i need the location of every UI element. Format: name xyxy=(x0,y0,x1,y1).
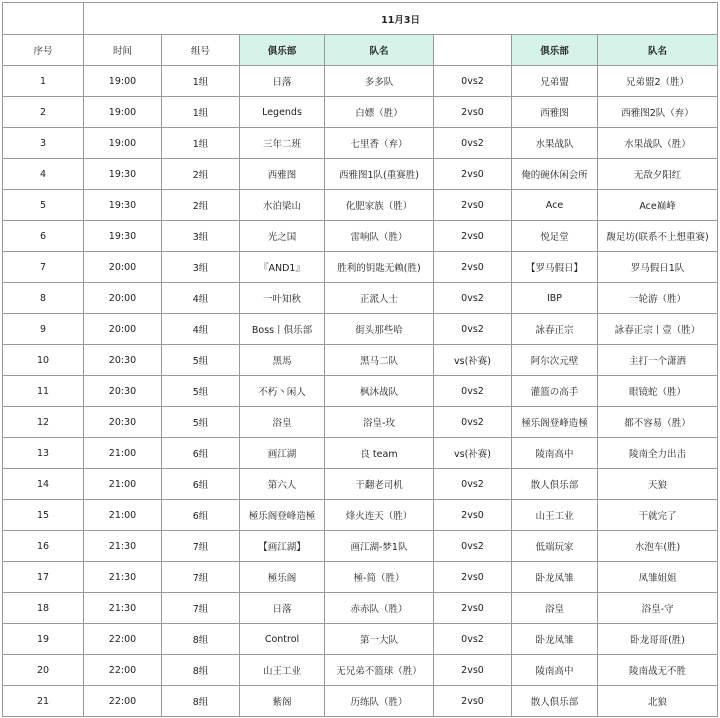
header-score xyxy=(434,35,512,66)
cell-score: vs(补赛) xyxy=(434,438,512,469)
cell-team-away: 一轮游（胜） xyxy=(598,283,718,314)
cell-index: 14 xyxy=(3,469,84,500)
cell-group: 1组 xyxy=(162,97,240,128)
schedule-table xyxy=(2,2,718,717)
cell-index: 19 xyxy=(3,624,84,655)
cell-team-away: 干就完了 xyxy=(598,500,718,531)
cell-score: 2vs0 xyxy=(434,97,512,128)
cell-team-home: 枫沐战队 xyxy=(325,376,434,407)
cell-club-home: 一叶知秋 xyxy=(240,283,325,314)
cell-club-home: 画江湖 xyxy=(240,438,325,469)
cell-team-home: 極-简（胜） xyxy=(325,562,434,593)
cell-club-away: 卧龙凤雏 xyxy=(512,624,598,655)
cell-score: 0vs2 xyxy=(434,531,512,562)
cell-club-away: 山王工业 xyxy=(512,500,598,531)
cell-time: 19:00 xyxy=(84,128,162,159)
cell-club-away: 兄弟盟 xyxy=(512,66,598,97)
cell-group: 8组 xyxy=(162,655,240,686)
cell-index: 5 xyxy=(3,190,84,221)
title-row xyxy=(3,3,718,35)
cell-group: 4组 xyxy=(162,283,240,314)
cell-club-home: 水泊梁山 xyxy=(240,190,325,221)
cell-time: 22:00 xyxy=(84,686,162,717)
cell-index: 15 xyxy=(3,500,84,531)
cell-club-away: 散人俱乐部 xyxy=(512,469,598,500)
cell-index: 16 xyxy=(3,531,84,562)
corner-cell xyxy=(3,3,84,35)
cell-time: 21:00 xyxy=(84,438,162,469)
cell-club-away: IBP xyxy=(512,283,598,314)
cell-team-away: 都不容易（胜） xyxy=(598,407,718,438)
table-row xyxy=(3,655,718,686)
cell-score: 0vs2 xyxy=(434,66,512,97)
table-row xyxy=(3,252,718,283)
table-row xyxy=(3,283,718,314)
cell-group: 2组 xyxy=(162,159,240,190)
cell-team-home: 七里香（弃） xyxy=(325,128,434,159)
table-row xyxy=(3,190,718,221)
cell-time: 21:00 xyxy=(84,469,162,500)
cell-club-away: 【罗马假日】 xyxy=(512,252,598,283)
cell-team-home: 雷响队（胜） xyxy=(325,221,434,252)
cell-team-away: 卧龙哥哥(胜) xyxy=(598,624,718,655)
cell-index: 20 xyxy=(3,655,84,686)
cell-club-away: 陵南高中 xyxy=(512,438,598,469)
cell-club-away: 卧龙凤雏 xyxy=(512,562,598,593)
cell-time: 20:00 xyxy=(84,314,162,345)
table-row xyxy=(3,376,718,407)
header-club-away: 俱乐部 xyxy=(512,35,598,66)
cell-score: 0vs2 xyxy=(434,469,512,500)
cell-time: 19:00 xyxy=(84,97,162,128)
cell-team-home: 正派人士 xyxy=(325,283,434,314)
cell-group: 5组 xyxy=(162,407,240,438)
cell-team-away: 主打一个潇洒 xyxy=(598,345,718,376)
cell-club-away: 浴皇 xyxy=(512,593,598,624)
table-row xyxy=(3,66,718,97)
table-row xyxy=(3,469,718,500)
cell-score: 2vs0 xyxy=(434,686,512,717)
cell-team-home: 烽火连天（胜） xyxy=(325,500,434,531)
cell-group: 3组 xyxy=(162,252,240,283)
cell-club-home: 不朽丶闲人 xyxy=(240,376,325,407)
cell-group: 4组 xyxy=(162,314,240,345)
cell-team-away: 凤雏姐姐 xyxy=(598,562,718,593)
cell-time: 22:00 xyxy=(84,655,162,686)
cell-time: 20:30 xyxy=(84,376,162,407)
cell-club-home: 日落 xyxy=(240,593,325,624)
header-group: 组号 xyxy=(162,35,240,66)
cell-club-away: 低端玩家 xyxy=(512,531,598,562)
cell-club-away: 水果战队 xyxy=(512,128,598,159)
cell-time: 19:30 xyxy=(84,159,162,190)
cell-index: 21 xyxy=(3,686,84,717)
cell-club-away: 極乐阁登峰造極 xyxy=(512,407,598,438)
cell-score: 2vs0 xyxy=(434,252,512,283)
cell-group: 6组 xyxy=(162,469,240,500)
cell-time: 21:00 xyxy=(84,500,162,531)
cell-team-away: 水果战队（胜） xyxy=(598,128,718,159)
cell-group: 7组 xyxy=(162,531,240,562)
cell-index: 17 xyxy=(3,562,84,593)
cell-score: 2vs0 xyxy=(434,221,512,252)
table-row xyxy=(3,624,718,655)
cell-club-home: 西雅图 xyxy=(240,159,325,190)
cell-time: 20:00 xyxy=(84,283,162,314)
cell-club-home: 三年二班 xyxy=(240,128,325,159)
cell-score: 2vs0 xyxy=(434,159,512,190)
cell-score: 2vs0 xyxy=(434,593,512,624)
cell-index: 1 xyxy=(3,66,84,97)
cell-score: 2vs0 xyxy=(434,655,512,686)
cell-club-home: 浴皇 xyxy=(240,407,325,438)
cell-index: 9 xyxy=(3,314,84,345)
table-row xyxy=(3,531,718,562)
cell-index: 8 xyxy=(3,283,84,314)
cell-team-away: 陵南战无不胜 xyxy=(598,655,718,686)
cell-group: 3组 xyxy=(162,221,240,252)
cell-group: 6组 xyxy=(162,438,240,469)
cell-team-home: 浴皇-玫 xyxy=(325,407,434,438)
table-row xyxy=(3,97,718,128)
date-title: 11月3日 xyxy=(84,3,718,35)
cell-time: 22:00 xyxy=(84,624,162,655)
cell-group: 1组 xyxy=(162,66,240,97)
cell-index: 10 xyxy=(3,345,84,376)
header-club-home: 俱乐部 xyxy=(240,35,325,66)
cell-team-away: 天狼 xyxy=(598,469,718,500)
cell-club-away: 灌篮の高手 xyxy=(512,376,598,407)
cell-team-home: 画江湖-梦1队 xyxy=(325,531,434,562)
cell-club-away: 悦足堂 xyxy=(512,221,598,252)
cell-team-away: 罗马假日1队 xyxy=(598,252,718,283)
table-row xyxy=(3,345,718,376)
cell-team-home: 赤赤队（胜） xyxy=(325,593,434,624)
cell-time: 21:30 xyxy=(84,531,162,562)
cell-team-home: 胜利的钥匙无赖(胜) xyxy=(325,252,434,283)
header-row xyxy=(3,35,718,66)
cell-group: 2组 xyxy=(162,190,240,221)
cell-club-home: 日落 xyxy=(240,66,325,97)
cell-score: 0vs2 xyxy=(434,407,512,438)
cell-club-home: 紫阁 xyxy=(240,686,325,717)
header-time: 时间 xyxy=(84,35,162,66)
cell-index: 18 xyxy=(3,593,84,624)
table-row xyxy=(3,128,718,159)
cell-team-away: 无敌夕阳红 xyxy=(598,159,718,190)
cell-club-home: Control xyxy=(240,624,325,655)
cell-group: 1组 xyxy=(162,128,240,159)
cell-index: 11 xyxy=(3,376,84,407)
cell-team-home: 历练队（胜） xyxy=(325,686,434,717)
cell-team-away: 水泡车(胜) xyxy=(598,531,718,562)
header-team-away: 队名 xyxy=(598,35,718,66)
cell-club-home: 【画江湖】 xyxy=(240,531,325,562)
cell-team-home: 西雅图1队(重赛胜) xyxy=(325,159,434,190)
cell-team-home: 良 team xyxy=(325,438,434,469)
cell-score: 0vs2 xyxy=(434,283,512,314)
cell-club-home: 極乐阁登峰造極 xyxy=(240,500,325,531)
cell-time: 19:30 xyxy=(84,190,162,221)
cell-team-away: 北狼 xyxy=(598,686,718,717)
cell-group: 5组 xyxy=(162,376,240,407)
table-row xyxy=(3,314,718,345)
cell-club-home: 第六人 xyxy=(240,469,325,500)
table-row xyxy=(3,593,718,624)
cell-team-away: 西雅图2队（弃） xyxy=(598,97,718,128)
cell-club-away: 阿尔次元壁 xyxy=(512,345,598,376)
cell-club-home: 『AND1』 xyxy=(240,252,325,283)
cell-club-home: 黑馬 xyxy=(240,345,325,376)
table-row xyxy=(3,221,718,252)
cell-time: 20:30 xyxy=(84,407,162,438)
cell-club-home: 光之国 xyxy=(240,221,325,252)
cell-club-home: Boss丨俱乐部 xyxy=(240,314,325,345)
cell-score: 2vs0 xyxy=(434,190,512,221)
cell-time: 21:30 xyxy=(84,593,162,624)
cell-time: 19:00 xyxy=(84,66,162,97)
table-row xyxy=(3,438,718,469)
cell-index: 13 xyxy=(3,438,84,469)
cell-time: 19:30 xyxy=(84,221,162,252)
table-row xyxy=(3,500,718,531)
cell-club-away: 陵南高中 xyxy=(512,655,598,686)
table-row xyxy=(3,159,718,190)
cell-group: 7组 xyxy=(162,562,240,593)
cell-group: 5组 xyxy=(162,345,240,376)
cell-club-away: 西雅图 xyxy=(512,97,598,128)
cell-index: 4 xyxy=(3,159,84,190)
table-row xyxy=(3,686,718,717)
cell-score: 0vs2 xyxy=(434,314,512,345)
cell-team-home: 第一大队 xyxy=(325,624,434,655)
cell-club-home: 山王工业 xyxy=(240,655,325,686)
cell-group: 8组 xyxy=(162,686,240,717)
cell-group: 6组 xyxy=(162,500,240,531)
cell-team-away: 兄弟盟2（胜） xyxy=(598,66,718,97)
cell-score: 0vs2 xyxy=(434,624,512,655)
table-row xyxy=(3,407,718,438)
cell-team-home: 化肥家族（胜） xyxy=(325,190,434,221)
cell-team-home: 白嫖（胜） xyxy=(325,97,434,128)
cell-club-away: Ace xyxy=(512,190,598,221)
cell-team-away: 詠春正宗丨壹（胜） xyxy=(598,314,718,345)
table-row xyxy=(3,562,718,593)
cell-score: 0vs2 xyxy=(434,376,512,407)
cell-index: 6 xyxy=(3,221,84,252)
cell-team-away: 浴皇-守 xyxy=(598,593,718,624)
cell-club-away: 散人俱乐部 xyxy=(512,686,598,717)
cell-team-away: Ace巅峰 xyxy=(598,190,718,221)
cell-club-home: Legends xyxy=(240,97,325,128)
cell-club-home: 極乐阁 xyxy=(240,562,325,593)
cell-index: 2 xyxy=(3,97,84,128)
header-team-home: 队名 xyxy=(325,35,434,66)
cell-index: 12 xyxy=(3,407,84,438)
cell-team-away: 眼镜蛇（胜） xyxy=(598,376,718,407)
cell-time: 20:30 xyxy=(84,345,162,376)
cell-group: 7组 xyxy=(162,593,240,624)
cell-time: 20:00 xyxy=(84,252,162,283)
cell-team-away: 馥足坊(联系不上想重赛) xyxy=(598,221,718,252)
cell-team-away: 陵南全力出击 xyxy=(598,438,718,469)
cell-club-away: 俺的碗休闲会所 xyxy=(512,159,598,190)
cell-index: 3 xyxy=(3,128,84,159)
cell-team-home: 无兄弟不篮球（胜） xyxy=(325,655,434,686)
cell-team-home: 街头那些哈 xyxy=(325,314,434,345)
cell-time: 21:30 xyxy=(84,562,162,593)
cell-club-away: 詠春正宗 xyxy=(512,314,598,345)
cell-score: 2vs0 xyxy=(434,562,512,593)
cell-group: 8组 xyxy=(162,624,240,655)
cell-team-home: 黑马二队 xyxy=(325,345,434,376)
header-index: 序号 xyxy=(3,35,84,66)
cell-team-home: 多多队 xyxy=(325,66,434,97)
cell-score: 0vs2 xyxy=(434,128,512,159)
cell-score: 2vs0 xyxy=(434,500,512,531)
cell-score: vs(补赛) xyxy=(434,345,512,376)
cell-team-home: 干翻老司机 xyxy=(325,469,434,500)
cell-index: 7 xyxy=(3,252,84,283)
